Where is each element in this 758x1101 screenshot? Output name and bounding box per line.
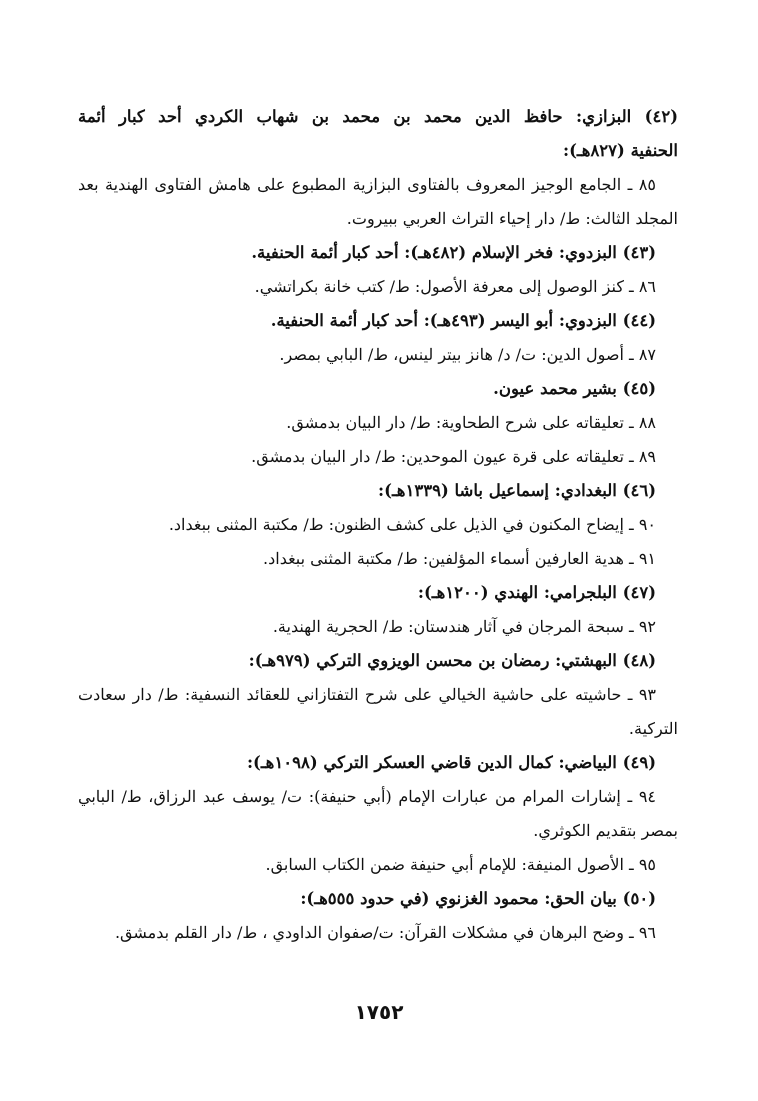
heading-43: (٤٣) البزدوي: فخر الإسلام (٤٨٢هـ): أحد كبار أئمة الحنفية. — [251, 243, 656, 262]
entry-86: ٨٦ ـ كنز الوصول إلى معرفة الأصول: ط/ كتب خانة بكراتشي. — [254, 277, 656, 296]
entry-90: ٩٠ ـ إيضاح المكنون في الذيل على كشف الظنون: ط/ مكتبة المثنى ببغداد. — [168, 515, 656, 534]
entry-96: ٩٦ ـ وضح البرهان في مشكلات القرآن: ت/صفوان الداودي ، ط/ دار القلم بدمشق. — [114, 923, 656, 942]
heading-45: (٤٥) بشير محمد عيون. — [493, 379, 656, 398]
page-number: ١٧٥٢ — [354, 1000, 404, 1024]
heading-48: (٤٨) البهشتي: رمضان بن محسن الويزوي التركي (٩٧٩هـ): — [248, 651, 656, 670]
heading-44: (٤٤) البزدوي: أبو اليسر (٤٩٣هـ): أحد كبار أئمة الحنفية. — [270, 311, 656, 330]
entry-85-line2: المجلد الثالث: ط/ دار إحياء التراث العربي ببيروت. — [346, 209, 678, 228]
page-text — [78, 100, 678, 950]
entry-95: ٩٥ ـ الأصول المنيفة: للإمام أبي حنيفة ضمن الكتاب السابق. — [265, 855, 656, 874]
entry-89: ٨٩ ـ تعليقاته على قرة عيون الموحدين: ط/ دار البيان بدمشق. — [251, 447, 656, 466]
heading-42-line1: (٤٢) البزازي: حافظ الدين محمد بن محمد بن شهاب الكردي أحد كبار أئمة — [78, 107, 678, 126]
entry-88: ٨٨ ـ تعليقاته على شرح الطحاوية: ط/ دار البيان بدمشق. — [286, 413, 656, 432]
entry-91: ٩١ ـ هدية العارفين أسماء المؤلفين: ط/ مكتبة المثنى ببغداد. — [263, 549, 656, 568]
entry-93-line1: ٩٣ ـ حاشيته على حاشية الخيالي على شرح التفتازاني للعقائد النسفية: ط/ دار سعادت — [78, 685, 656, 704]
entry-92: ٩٢ ـ سبحة المرجان في آثار هندستان: ط/ الحجرية الهندية. — [272, 617, 656, 636]
heading-49: (٤٩) البياضي: كمال الدين قاضي العسكر التركي (١٠٩٨هـ): — [246, 753, 656, 772]
heading-47: (٤٧) البلجرامي: الهندي (١٢٠٠هـ): — [417, 583, 656, 602]
heading-50: (٥٠) بيان الحق: محمود الغزنوي (في حدود ٥٥٥هـ): — [300, 889, 656, 908]
entry-93-line2: التركية. — [628, 719, 678, 738]
entry-94-line1: ٩٤ ـ إشارات المرام من عبارات الإمام (أبي حنيفة): ت/ يوسف عبد الرزاق، ط/ البابي — [78, 787, 656, 806]
heading-46: (٤٦) البغدادي: إسماعيل باشا (١٣٣٩هـ): — [378, 481, 656, 500]
entry-94-line2: بمصر بتقديم الكوثري. — [533, 821, 678, 840]
heading-42-line2: الحنفية (٨٢٧هـ): — [563, 141, 678, 160]
entry-87: ٨٧ ـ أصول الدين: ت/ د/ هانز بيتر لينس، ط/ البابي بمصر. — [279, 345, 656, 364]
entry-85-line1: ٨٥ ـ الجامع الوجيز المعروف بالفتاوى البزازية المطبوع على هامش الفتاوى الهندية بعد — [78, 175, 656, 194]
